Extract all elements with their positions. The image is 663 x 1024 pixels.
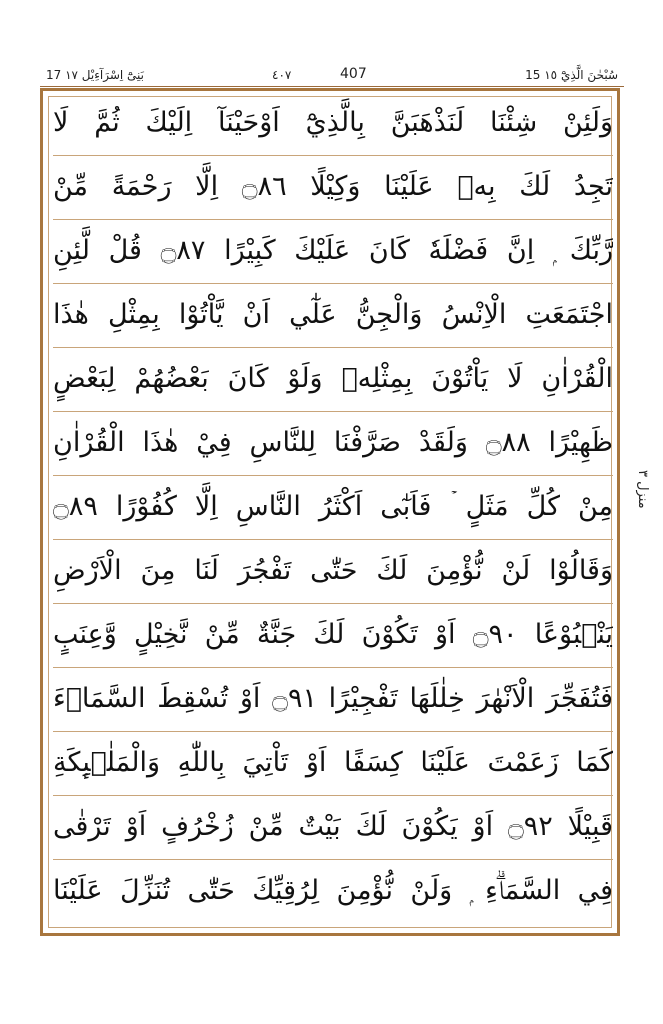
- verse-line-11: كَمَا زَعَمْتَ عَلَيْنَا كِسَفًا اَوْ تَاْتِيَ بِاللّٰهِ وَالْمَلٰۗىِٕكَةِ: [53, 731, 613, 796]
- page-header: [40, 66, 624, 88]
- verse-line-10: فَتُفَجِّرَ الْاَنْهٰرَ خِلٰلَهَا تَفْجِيْرًا ۝٩١ اَوْ تُسْقِطَ السَّمَاۗءَ: [53, 667, 613, 732]
- header-surah-left: 17 بَنِیْٓ اِسْرَآءِيْل ١٧: [46, 68, 144, 82]
- verse-line-13: فِي السَّمَاۗءِ ۭ وَلَنْ نُّؤْمِنَ لِرُقِيِّكَ حَتّٰى تُنَزِّلَ عَلَيْنَا: [53, 875, 613, 906]
- header-page-arabic: ٤٠٧: [272, 68, 292, 82]
- verse-line-6: ظَهِيْرًا ۝٨٨ وَلَقَدْ صَرَّفْنَا لِلنَّاسِ فِيْ هٰذَا الْقُرْاٰنِ: [53, 411, 613, 476]
- verse-line-3: رَّبِّكَ ۭ اِنَّ فَضْلَهٗ كَانَ عَلَيْكَ كَبِيْرًا ۝٨٧ قُلْ لَّئِنِ: [53, 219, 613, 284]
- verse-line-5: الْقُرْاٰنِ لَا يَاْتُوْنَ بِمِثْلِهٖ وَلَوْ كَانَ بَعْضُهُمْ لِبَعْضٍ: [53, 347, 613, 412]
- header-juz-right: 15 سُبْحٰنَ الَّذِيْٓ ١٥: [525, 68, 618, 82]
- header-page-number: 407: [340, 66, 367, 82]
- header-divider: [40, 86, 624, 87]
- verse-line-7: مِنْ كُلِّ مَثَلٍ ۡ فَاَبٰٓى اَكْثَرُ النَّاسِ اِلَّا كُفُوْرًا ۝٨٩: [53, 475, 613, 540]
- verse-line-9: يَنْۢبُوْعًا ۝٩٠ اَوْ تَكُوْنَ لَكَ جَنَّةٌ مِّنْ نَّخِيْلٍ وَّعِنَبٍ: [53, 603, 613, 668]
- verse-line-12: قَبِيْلًا ۝٩٢ اَوْ يَكُوْنَ لَكَ بَيْتٌ مِّنْ زُخْرُفٍ اَوْ تَرْقٰى: [53, 795, 613, 860]
- text-frame: [40, 88, 620, 936]
- verse-line-1: وَلَئِنْ شِئْنَا لَنَذْهَبَنَّ بِالَّذِيْٓ اَوْحَيْنَآ اِلَيْكَ ثُمَّ لَا: [53, 91, 613, 156]
- verse-line-8: وَقَالُوْا لَنْ نُّؤْمِنَ لَكَ حَتّٰى تَفْجُرَ لَنَا مِنَ الْاَرْضِ: [53, 539, 613, 604]
- verse-line-4: اجْتَمَعَتِ الْاِنْسُ وَالْجِنُّ عَلٰٓي اَنْ يَّاْتُوْا بِمِثْلِ هٰذَا: [53, 283, 613, 348]
- verse-line-2: تَجِدُ لَكَ بِهٖ عَلَيْنَا وَكِيْلًا ۝٨٦ اِلَّا رَحْمَةً مِّنْ: [53, 155, 613, 220]
- manzil-side-label: منزل ٣: [635, 470, 650, 509]
